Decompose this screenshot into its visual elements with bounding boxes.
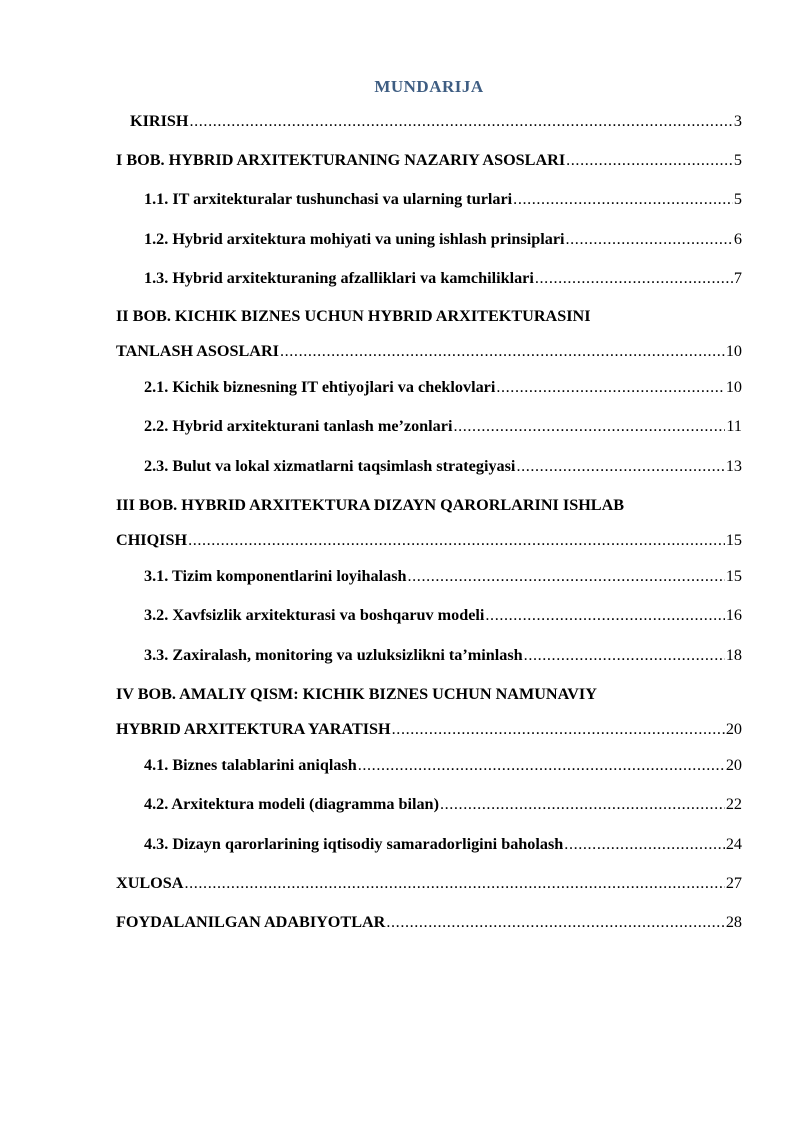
dot-leader — [524, 645, 725, 665]
dot-leader — [280, 341, 725, 361]
toc-entry-text-line1: II BOB. KICHIK BIZNES UCHUN HYBRID ARXITEKTURASINI — [116, 307, 591, 325]
toc-entry — [144, 456, 742, 476]
toc-entry-page: 27 — [725, 874, 742, 892]
dot-leader — [535, 268, 733, 288]
toc-entry — [144, 377, 742, 397]
toc-entry — [144, 416, 742, 436]
dot-leader — [189, 111, 732, 131]
toc-entry-page: 6 — [733, 230, 742, 248]
toc-entry-text: XULOSA — [116, 874, 184, 892]
toc-entry-page: 18 — [725, 646, 742, 664]
dot-leader — [485, 605, 724, 625]
toc-entry-text: 2.1. Kichik biznesning IT ehtiyojlari va cheklovlari — [144, 378, 496, 396]
toc-entry — [116, 495, 742, 550]
dot-leader — [184, 873, 724, 893]
toc-entry-page: 13 — [725, 457, 742, 475]
toc-entry — [116, 306, 742, 361]
toc-entry-text: 3.1. Tizim komponentlarini loyihalash — [144, 567, 407, 585]
toc-entry — [116, 684, 742, 739]
toc-entry — [144, 755, 742, 775]
dot-leader — [566, 229, 733, 249]
toc-entry-page: 24 — [725, 835, 742, 853]
toc-entry-text: CHIQISH — [116, 531, 188, 549]
toc-entry-text: 3.3. Zaxiralash, monitoring va uzluksizlikni ta’minlash — [144, 646, 523, 664]
toc-entry-text-line1: III BOB. HYBRID ARXITEKTURA DIZAYN QARORLARINI ISHLAB — [116, 496, 625, 514]
toc-entry — [116, 873, 742, 893]
toc-entry — [144, 794, 742, 814]
toc-entry-page: 5 — [733, 190, 742, 208]
toc-entry — [144, 268, 742, 288]
toc-entry — [116, 150, 742, 170]
dot-leader — [496, 377, 724, 397]
dot-leader — [516, 456, 724, 476]
toc-entry-text: 4.1. Biznes talablarini aniqlash — [144, 756, 357, 774]
toc-entry — [144, 229, 742, 249]
toc-entry — [116, 912, 742, 932]
toc-entry-text: KIRISH — [130, 112, 189, 130]
dot-leader — [408, 566, 725, 586]
toc-entry-page: 10 — [725, 378, 742, 396]
toc-entry-text: 2.2. Hybrid arxitekturani tanlash me’zonlari — [144, 417, 453, 435]
dot-leader — [564, 834, 725, 854]
toc-entry — [144, 566, 742, 586]
toc-entry — [144, 605, 742, 625]
toc-title: MUNDARIJA — [374, 77, 484, 96]
toc-entry-page: 10 — [725, 342, 742, 360]
dot-leader — [566, 150, 733, 170]
toc-entry-text: HYBRID ARXITEKTURA YARATISH — [116, 720, 391, 738]
dot-leader — [392, 719, 725, 739]
dot-leader — [440, 794, 725, 814]
toc-entry — [144, 189, 742, 209]
toc-entry-text-line1: IV BOB. AMALIY QISM: KICHIK BIZNES UCHUN NAMUNAVIY — [116, 685, 597, 703]
dot-leader — [358, 755, 725, 775]
toc-entry — [130, 111, 742, 131]
toc-entry-page: 15 — [725, 567, 742, 585]
toc-entry-page: 5 — [733, 151, 742, 169]
toc-entry-text: 1.1. IT arxitekturalar tushunchasi va ularning turlari — [144, 190, 513, 208]
dot-leader — [453, 416, 725, 436]
toc-entry-page: 28 — [725, 913, 742, 931]
toc-entry-text: TANLASH ASOSLARI — [116, 342, 279, 360]
dot-leader — [513, 189, 733, 209]
toc-entry-page: 11 — [726, 417, 742, 435]
toc-entry-page: 3 — [733, 112, 742, 130]
toc-entry-text: I BOB. HYBRID ARXITEKTURANING NAZARIY ASOSLARI — [116, 151, 566, 169]
toc-entry-page: 15 — [725, 531, 742, 549]
toc-entry-text: 3.2. Xavfsizlik arxitekturasi va boshqaruv modeli — [144, 606, 485, 624]
dot-leader — [188, 530, 725, 550]
toc-entry — [144, 645, 742, 665]
toc-entry-page: 20 — [725, 756, 742, 774]
toc-entry-text: 1.3. Hybrid arxitekturaning afzalliklari va kamchiliklari — [144, 269, 534, 287]
toc-entry-text: 4.3. Dizayn qarorlarining iqtisodiy samaradorligini baholash — [144, 835, 564, 853]
toc-entry-text: 1.2. Hybrid arxitektura mohiyati va uning ishlash prinsiplari — [144, 230, 565, 248]
toc-entry-text: FOYDALANILGAN ADABIYOTLAR — [116, 913, 386, 931]
toc-entry-page: 16 — [725, 606, 742, 624]
toc-entry-page: 20 — [725, 720, 742, 738]
toc-entry-page: 7 — [733, 269, 742, 287]
toc-entry-text: 2.3. Bulut va lokal xizmatlarni taqsimlash strategiyasi — [144, 457, 516, 475]
toc-entry-text: 4.2. Arxitektura modeli (diagramma bilan) — [144, 795, 439, 813]
toc-entry — [144, 834, 742, 854]
toc-entry-page: 22 — [725, 795, 742, 813]
dot-leader — [386, 912, 724, 932]
